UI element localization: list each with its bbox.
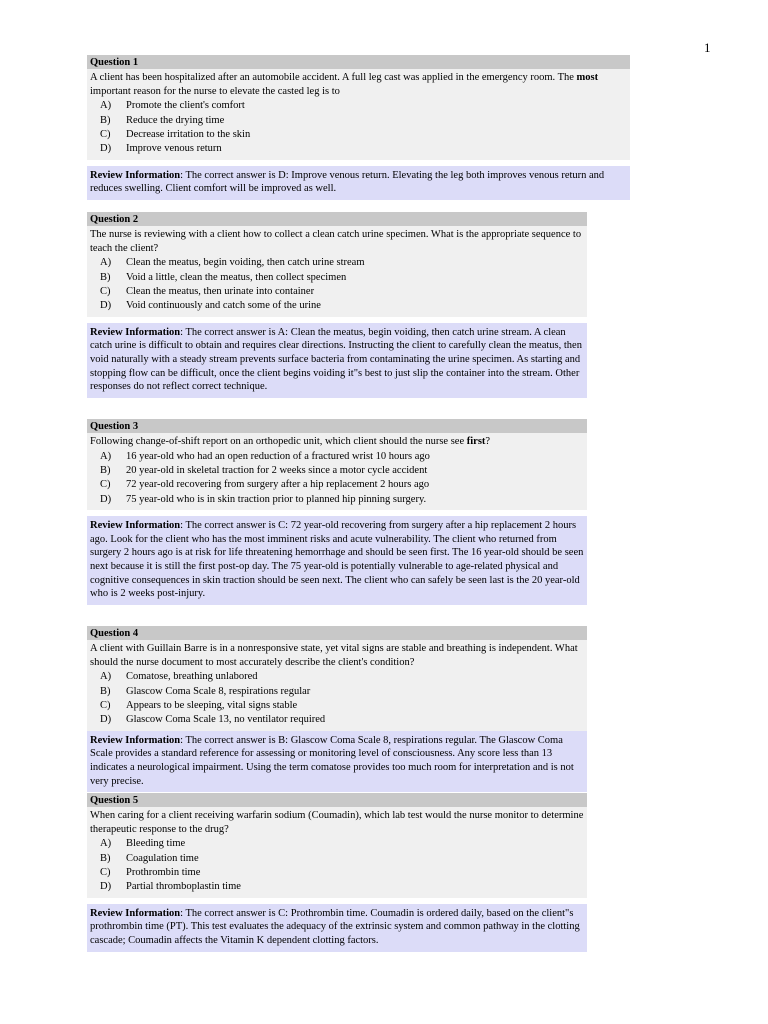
question-text: A client with Guillain Barre is in a nonresponsive state, yet vital signs are stable and breathing is independent. What should the nurse document to most accurately describe the client's condition? xyxy=(90,643,578,668)
option-b: B) Glascow Coma Scale 8, respirations regular xyxy=(100,685,311,697)
question-1 xyxy=(87,55,630,200)
question-text: A client has been hospitalized after an automobile accident. A full leg cast was applied in the emergency room. The most important reason for the nurse to elevate the casted leg is to xyxy=(90,72,599,97)
option-a: A) Clean the meatus, begin voiding, then catch urine stream xyxy=(100,257,365,269)
option-b: B) 20 year-old in skeletal traction for 2 weeks since a motor cycle accident xyxy=(100,464,428,476)
option-c: C) Prothrombin time xyxy=(100,866,201,878)
answer-options xyxy=(90,837,584,895)
review-information: Review Information: The correct answer is C: Prothrombin time. Coumadin is ordered daily, based on the client"s prothrombin time (PT). This test evaluates the adequacy of the extrinsic system and common pathway in the clotting cascade; Coumadin affects the Vitamin K dependent clotting factors. xyxy=(87,904,587,952)
option-d: D) 75 year-old who is in skin traction prior to planned hip pinning surgery. xyxy=(100,493,427,505)
question-5 xyxy=(87,793,587,952)
option-d: D) Partial thromboplastin time xyxy=(100,881,241,893)
question-title: Question 2 xyxy=(87,212,587,226)
question-4 xyxy=(87,626,587,792)
review-information: Review Information: The correct answer is B: Glascow Coma Scale 8, respirations regular. The Glascow Coma Scale provides a standard reference for assessing or monitoring level of consciousness. Any score less than 13 indicates a neurological impairment. Using the term comatose provides too much room for interpretation and is not very precise. xyxy=(87,731,587,792)
answer-options xyxy=(90,450,584,508)
review-information: Review Information: The correct answer is C: 72 year-old recovering from surgery after a hip replacement 2 hours ago. Look for the client who has the most imminent risks and acute vulnerability. The client who returned from surgery 2 hours ago is at risk for life threatening hemorrhage and should be seen first. The 16 year-old should be seen next because it is still the first post-op day. The 75 year-old is potentially vulnerable to age-related physical and cognitive consequences in skin traction should be seen next. The client who can safely be seen last is the 20 year-old who is 2 weeks post-injury. xyxy=(87,516,587,605)
option-a: A) Bleeding time xyxy=(100,838,186,850)
question-text: When caring for a client receiving warfarin sodium (Coumadin), which lab test would the nurse monitor to determine therapeutic response to the drug? xyxy=(90,810,584,835)
option-d: D) Glascow Coma Scale 13, no ventilator required xyxy=(100,714,326,726)
question-title: Question 4 xyxy=(87,626,587,640)
option-c: C) 72 year-old recovering from surgery after a hip replacement 2 hours ago xyxy=(100,479,430,491)
question-body xyxy=(87,807,587,898)
option-d: D) Void continuously and catch some of the urine xyxy=(100,300,321,312)
question-body xyxy=(87,69,630,160)
question-3 xyxy=(87,419,587,605)
answer-options xyxy=(90,99,627,157)
option-c: C) Clean the meatus, then urinate into container xyxy=(100,285,315,297)
question-body xyxy=(87,226,587,317)
review-information: Review Information: The correct answer is A: Clean the meatus, begin voiding, then catch urine stream. A clean catch urine is difficult to obtain and requires clear directions. Instructing the client to carefully clean the meatus, then void naturally with a steady stream prevents surface bacteria from contaminating the urine specimen. As starting and stopping flow can be difficult, once the client begins voiding it"s best to just slip the container into the stream. Other responses do not reflect correct technique. xyxy=(87,323,587,398)
option-a: A) Promote the client's comfort xyxy=(100,100,245,112)
option-b: B) Void a little, clean the meatus, then collect specimen xyxy=(100,271,347,283)
answer-options xyxy=(90,670,584,728)
page-number: 1 xyxy=(704,40,711,55)
question-title: Question 1 xyxy=(87,55,630,69)
question-text: The nurse is reviewing with a client how to collect a clean catch urine specimen. What is the appropriate sequence to teach the client? xyxy=(90,229,582,254)
option-a: A) 16 year-old who had an open reduction of a fractured wrist 10 hours ago xyxy=(100,450,430,462)
option-c: C) Appears to be sleeping, vital signs stable xyxy=(100,699,298,711)
question-2 xyxy=(87,212,587,398)
option-b: B) Coagulation time xyxy=(100,852,199,864)
answer-options xyxy=(90,256,584,314)
question-title: Question 5 xyxy=(87,793,587,807)
review-information: Review Information: The correct answer is D: Improve venous return. Elevating the leg both improves venous return and reduces swelling. Client comfort will be improved as well. xyxy=(87,166,630,200)
option-b: B) Reduce the drying time xyxy=(100,114,225,126)
question-text: Following change-of-shift report on an orthopedic unit, which client should the nurse see first? xyxy=(90,436,491,447)
option-a: A) Comatose, breathing unlabored xyxy=(100,671,258,683)
option-c: C) Decrease irritation to the skin xyxy=(100,128,251,140)
question-body xyxy=(87,640,587,731)
question-title: Question 3 xyxy=(87,419,587,433)
option-d: D) Improve venous return xyxy=(100,143,222,155)
question-body xyxy=(87,433,587,510)
